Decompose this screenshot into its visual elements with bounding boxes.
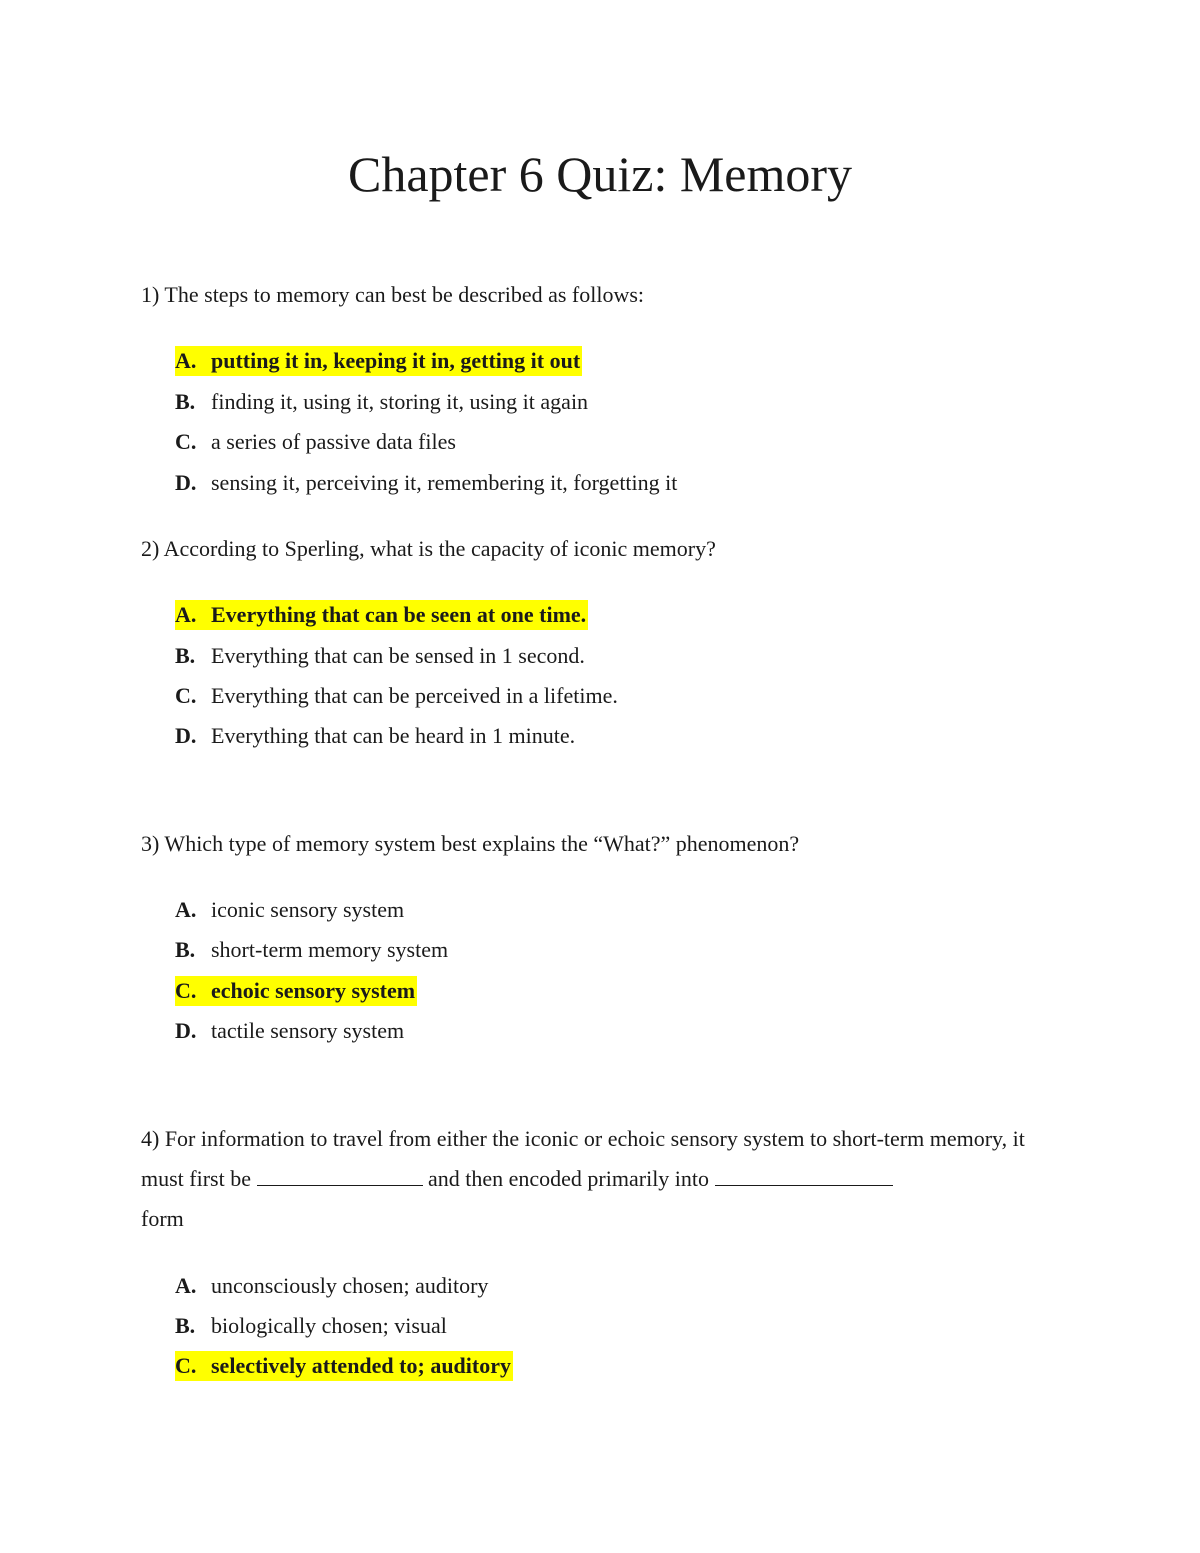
fill-in-blank-1 (257, 1163, 423, 1186)
question-3-option-d (175, 1016, 404, 1046)
option-letter: A. (175, 897, 197, 922)
question-4-option-a (175, 1271, 488, 1301)
question-4-prompt-part1: 4) For information to travel from either the iconic or echoic sensory system to short-term memory, it must first be (141, 1126, 1025, 1191)
option-letter: B. (175, 643, 196, 668)
option-text: iconic sensory system (211, 897, 405, 922)
option-text: selectively attended to; auditory (211, 1353, 511, 1378)
option-text: finding it, using it, storing it, using it again (211, 389, 589, 414)
option-letter: A. (175, 602, 197, 627)
option-letter: C. (175, 429, 197, 454)
question-2-prompt: 2) According to Sperling, what is the capacity of iconic memory? (141, 536, 716, 561)
question-3-option-a (175, 895, 404, 925)
option-letter: C. (175, 978, 197, 1003)
question-1-option-b (175, 387, 588, 417)
option-letter: A. (175, 1273, 197, 1298)
question-2-option-c (175, 681, 618, 711)
question-3-prompt: 3) Which type of memory system best explains the “What?” phenomenon? (141, 831, 800, 856)
question-4-option-b (175, 1311, 447, 1341)
question-4-prompt-part3: form (141, 1206, 184, 1231)
option-letter: B. (175, 1313, 196, 1338)
option-letter: D. (175, 1018, 197, 1043)
question-1-option-d (175, 468, 677, 498)
question-2-option-b (175, 641, 585, 671)
question-1-option-a (175, 346, 582, 376)
question-2-option-d (175, 721, 575, 751)
option-text: biologically chosen; visual (211, 1313, 447, 1338)
option-letter: C. (175, 1353, 197, 1378)
option-text: Everything that can be heard in 1 minute. (211, 723, 576, 748)
option-text: unconsciously chosen; auditory (211, 1273, 489, 1298)
option-text: a series of passive data files (211, 429, 456, 454)
option-text: putting it in, keeping it in, getting it out (211, 348, 581, 373)
option-text: Everything that can be seen at one time. (211, 602, 587, 627)
question-3-option-c (175, 976, 417, 1006)
option-text: tactile sensory system (211, 1018, 405, 1043)
option-letter: D. (175, 723, 197, 748)
fill-in-blank-2 (715, 1163, 893, 1186)
option-text: sensing it, perceiving it, remembering it, forgetting it (211, 470, 678, 495)
option-letter: B. (175, 937, 196, 962)
page-title: Chapter 6 Quiz: Memory (347, 146, 853, 202)
question-2-option-a (175, 600, 588, 630)
option-letter: A. (175, 348, 197, 373)
question-4-prompt (141, 1119, 1041, 1239)
option-letter: D. (175, 470, 197, 495)
option-text: Everything that can be perceived in a lifetime. (211, 683, 618, 708)
question-4-prompt-part2: and then encoded primarily into (428, 1166, 710, 1191)
question-1-option-c (175, 427, 456, 457)
option-text: Everything that can be sensed in 1 second. (211, 643, 585, 668)
question-4-option-c (175, 1351, 513, 1381)
question-1-prompt: 1) The steps to memory can best be described as follows: (141, 282, 645, 307)
option-text: echoic sensory system (211, 978, 416, 1003)
option-text: short-term memory system (211, 937, 449, 962)
option-letter: B. (175, 389, 196, 414)
option-letter: C. (175, 683, 197, 708)
question-3-option-b (175, 935, 448, 965)
